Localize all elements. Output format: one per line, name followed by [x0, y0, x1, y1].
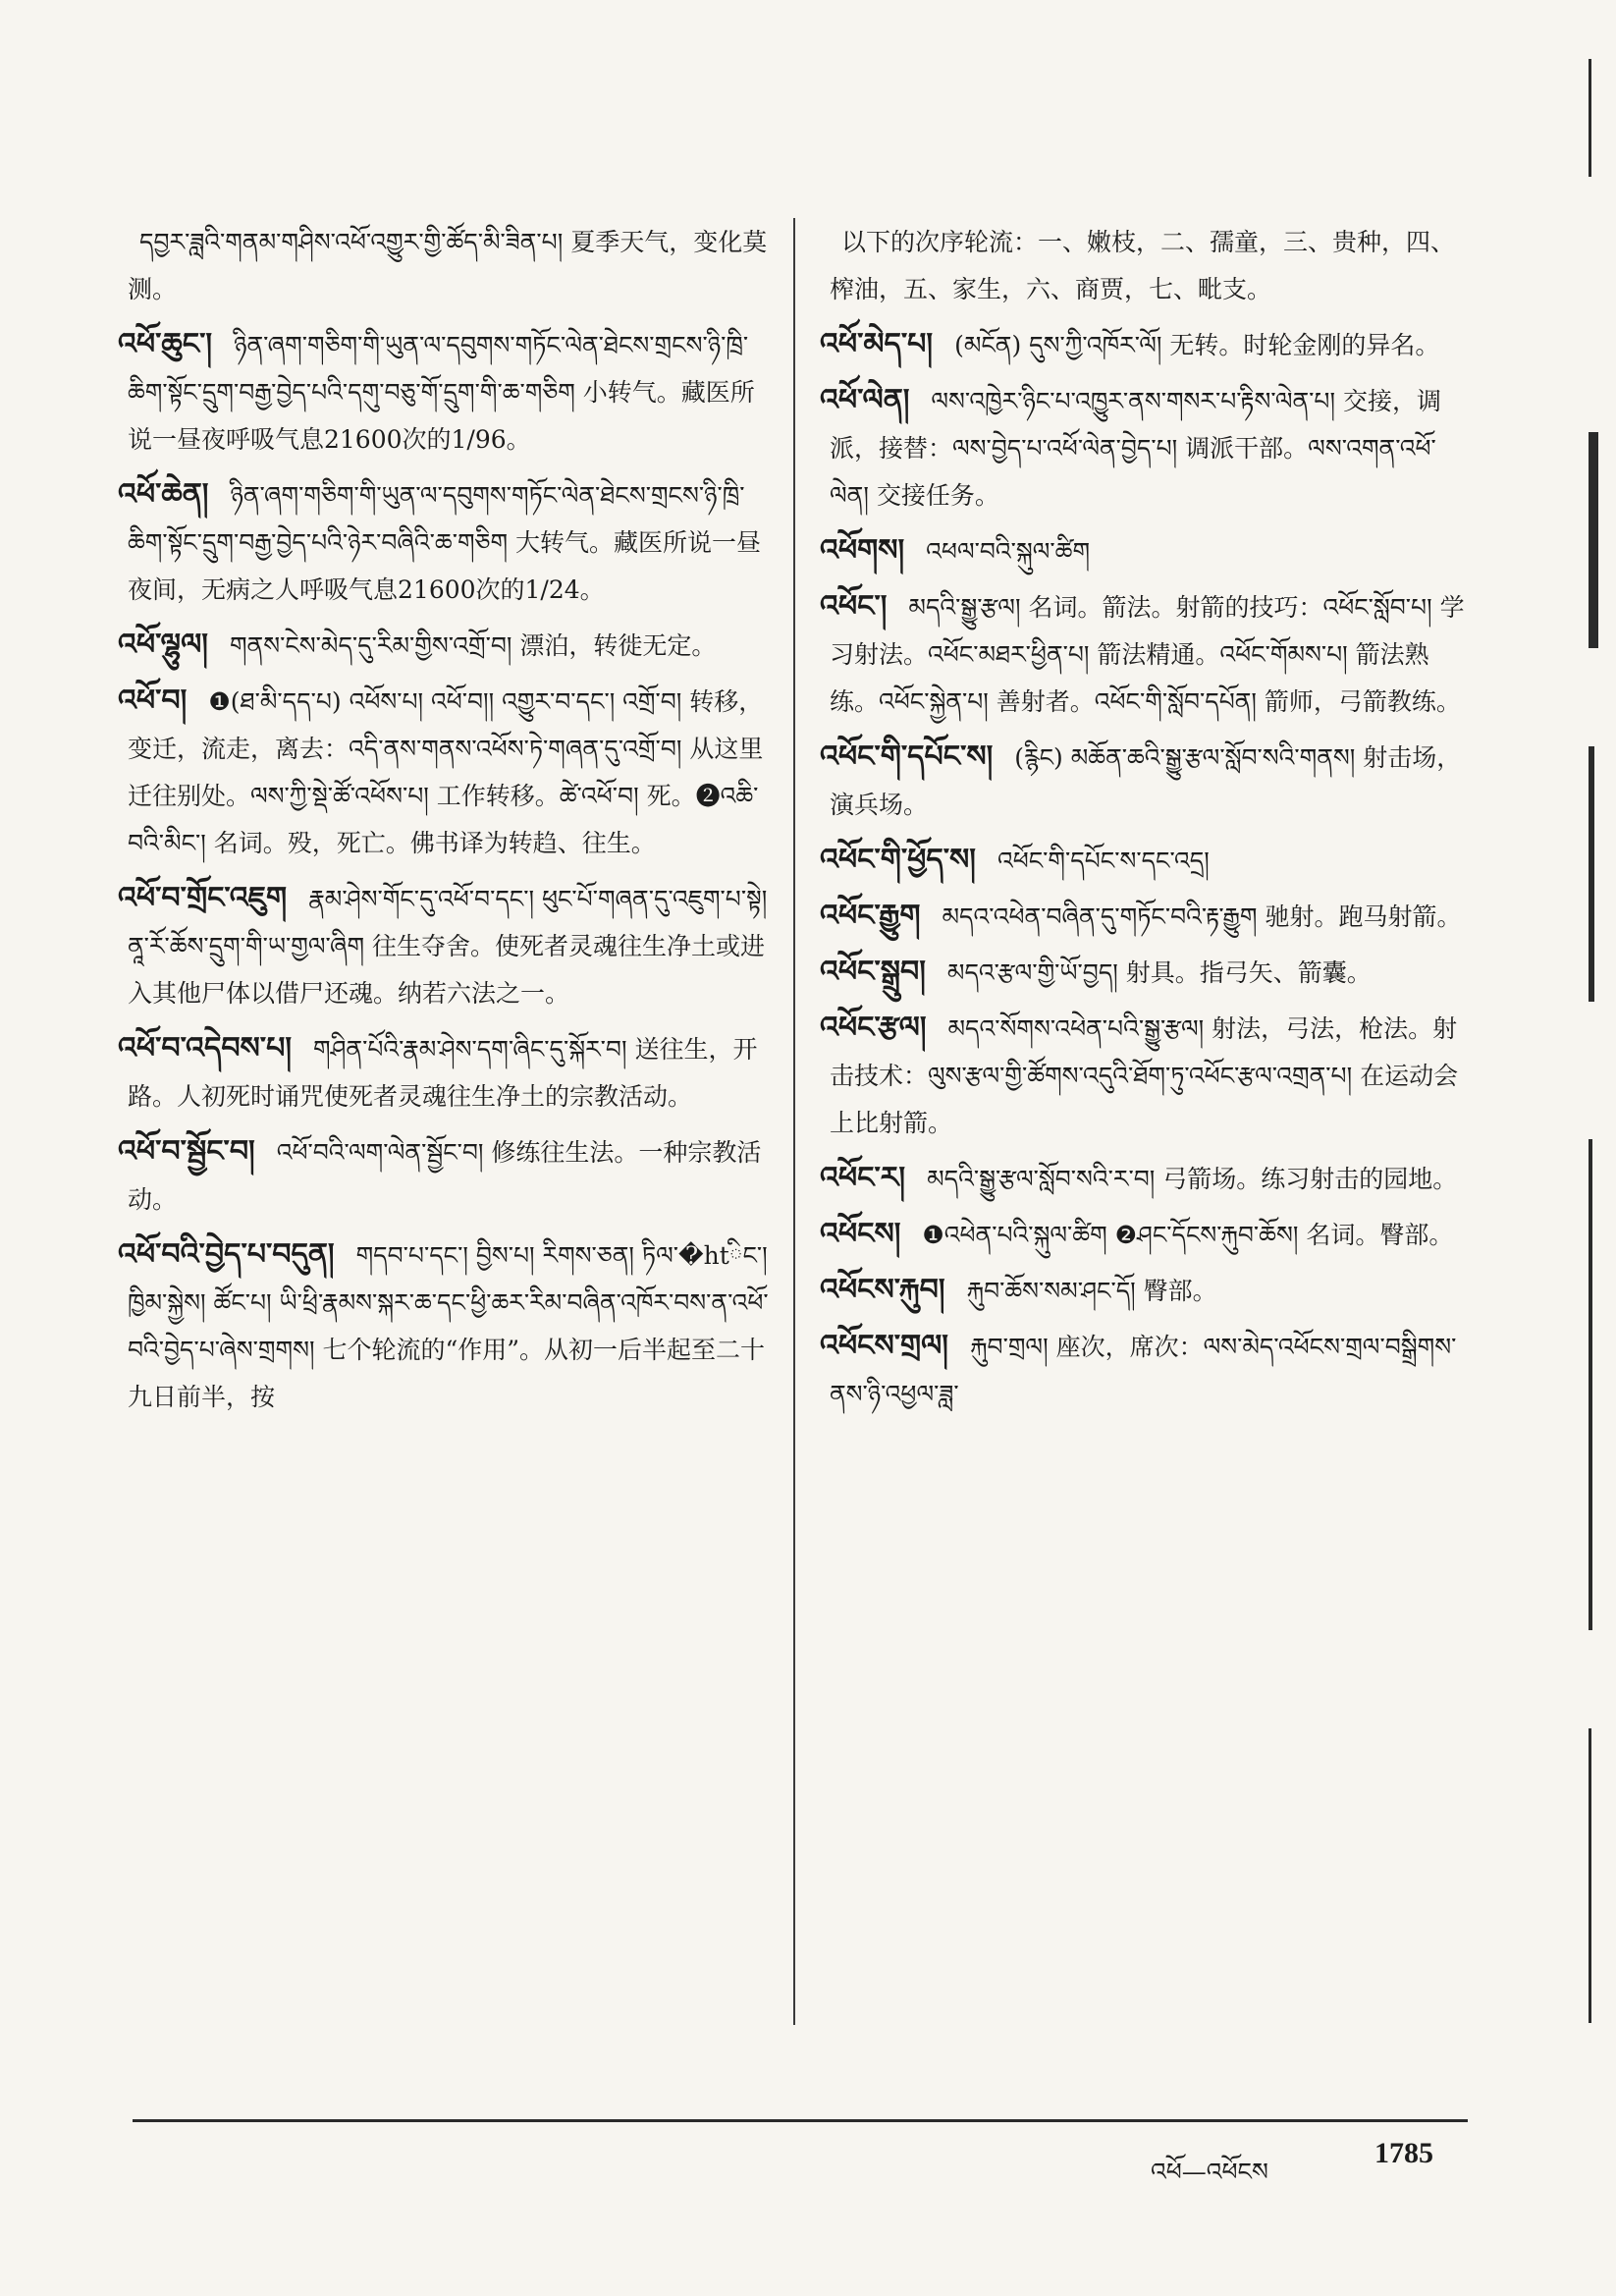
- entry-headword: འཕོངས་རྐུབ།: [820, 1273, 945, 1307]
- dictionary-entry: [820, 1155, 1468, 1203]
- entry-text: ཉིན་ཞག་གཅིག་གི་ཡུན་ལ་དབུགས་གཏོང་ལེན་ཐེངས་གྲངས་ཉི་ཁྲི་ཆིག་སྟོང་དྲུག་བརྒྱ་བྱེད་པའི་ཉེར་བཞིའི་ཆ་གཅིག 大转气。藏医所说一昼夜间，无病之人呼吸气息21600次的1/24。: [128, 481, 761, 604]
- entry-headword: འཕོ་བའི་བྱེད་པ་བདུན།: [118, 1237, 335, 1272]
- entry-text: མདའ་སོགས་འཕེན་པའི་སྒྱུ་རྩལ། 射法，弓法，枪法。射击技术：ལུས་རྩལ་གྱི་ཚོགས་འདུའི་ཐོག་ཏུ་འཕོང་རྩལ་འགྲན་པ། 在运动会上比射箭。: [830, 1014, 1459, 1137]
- entry-headword: འཕོ་ཆེན།: [118, 477, 209, 512]
- entry-text: མདའ་འཕེན་བཞིན་དུ་གཏོང་བའི་རྟ་རྒྱུག 驰射。跑马射箭。: [942, 902, 1462, 931]
- dictionary-entry: [820, 377, 1468, 519]
- dictionary-entry: [118, 622, 771, 670]
- entry-headword: འཕོངས།: [820, 1217, 901, 1251]
- dictionary-entry: [820, 837, 1468, 885]
- entry-headword: འཕོ་ལྷུལ།: [118, 628, 208, 662]
- entry-text: གཤིན་པོའི་རྣམ་ཤེས་དག་ཞིང་དུ་སྐོར་བ། 送往生，开路。人初死时诵咒使死者灵魂往生净土的宗教活动。: [128, 1035, 758, 1111]
- column-divider: [793, 218, 795, 2025]
- dictionary-entry: [118, 471, 771, 614]
- entry-headword: འཕོ་བ་འདེབས་པ།: [118, 1031, 292, 1066]
- right-column: [820, 218, 1468, 1426]
- entry-text: རྐུབ་ཆོས་སམ་ཤང་དོ། 臀部。: [966, 1277, 1217, 1305]
- entry-text: རྣམ་ཤེས་གོང་དུ་འཕོ་བ་དང་། ཕུང་པོ་གཞན་དུ་འཇུག་པ་སྟེ། ནཱ་རོ་ཆོས་དྲུག་གི་ཡ་གྱལ་ཞིག 往生夺舍。使死者灵魂往生净土或进入其他尸体以借尸还魂。纳若六法之一。: [128, 885, 768, 1008]
- entry-headword: འཕོ་བ།: [118, 683, 188, 718]
- entry-headword: འཕོང་གི་ཕྱོད་ས།: [820, 843, 976, 877]
- entry-text: མདའི་སྒྱུ་རྩལ། 名词。箭法。射箭的技巧：འཕོང་སློབ་པ། 学习射法。འཕོང་མཐར་ཕྱིན་པ། 箭法精通。འཕོང་གོམས་པ། 箭法熟练。འཕོང་སྐྱེན་པ། 善射者。འཕོང་གི་སློབ་དཔོན། 箭师，弓箭教练。: [830, 593, 1465, 716]
- entry-headword: འཕོ་བ་གྲོང་འཇུག: [118, 881, 288, 915]
- dictionary-entry: [820, 1211, 1468, 1259]
- entry-text: གནས་ངེས་མེད་དུ་རིམ་གྱིས་འགྲོ་བ། 漂泊，转徙无定。: [229, 631, 717, 660]
- entry-headword: འཕོང་ར།: [820, 1161, 906, 1195]
- dictionary-entry: [128, 218, 771, 313]
- dictionary-entry: [118, 1128, 771, 1224]
- dictionary-entry: [820, 527, 1468, 575]
- dictionary-entry: [820, 734, 1468, 829]
- entry-text: 以下的次序轮流：一、嫩枝，二、孺童，三、贵种，四、榨油，五、家生，六、商贾，七、毗支。: [830, 228, 1456, 303]
- left-column: [118, 218, 771, 1429]
- entry-text: (རྙིང) མཆོན་ཆའི་སྒྱུ་རྩལ་སློབ་སའི་གནས། 射击场，演兵场。: [830, 743, 1462, 819]
- entry-text: མདའ་རྩལ་གྱི་ཡོ་བྱད། 射具。指弓矢、箭囊。: [946, 958, 1372, 987]
- dictionary-entry: [118, 678, 771, 867]
- dictionary-entry: [820, 1005, 1468, 1147]
- entry-headword: འཕོང་རྩལ།: [820, 1011, 927, 1045]
- entry-text: འཕོང་གི་དཔོང་ས་དང་འདྲ།: [997, 847, 1210, 875]
- dictionary-entry: [820, 583, 1468, 726]
- entry-text: དབྱར་ཟླའི་གནམ་གཤིས་འཕོ་འགྱུར་གྱི་ཚོད་མི་ཟིན་པ། 夏季天气，变化莫测。: [128, 228, 768, 303]
- entry-text: འཕོ་བའི་ལག་ལེན་སྦྱོང་བ། 修练往生法。一种宗教活动。: [128, 1138, 762, 1214]
- entry-headword: འཕོང་གི་དཔོང་ས།: [820, 739, 994, 774]
- dictionary-entry: [820, 893, 1468, 941]
- entry-headword: འཕོ་ཆུང་།: [118, 327, 213, 361]
- page-number: 1785: [1374, 2137, 1433, 2169]
- entry-text: རྐུབ་གྲལ། 座次，席次：ལས་མེད་འཕོངས་གྲལ་བསྒྲིགས་ནས་ཉི་འཕྱལ་ཟླ་: [830, 1333, 1457, 1408]
- running-head: འཕོ—འཕོངས: [1151, 2158, 1268, 2186]
- dictionary-entry: [820, 321, 1468, 369]
- entry-headword: འཕོང་རྒྱུག: [820, 899, 921, 933]
- entry-headword: འཕོ་བ་སྦྱོང་བ།: [118, 1134, 255, 1169]
- dictionary-entry: [118, 1025, 771, 1121]
- entry-text: ❶འཕེན་པའི་སྐུལ་ཚིག ❷ཤང་དོངས་རྐུབ་ཆོས། 名词。臀部。: [922, 1221, 1454, 1249]
- entry-headword: འཕོང་སྒྲུབ།: [820, 955, 926, 989]
- entry-text: ཉིན་ཞག་གཅིག་གི་ཡུན་ལ་དབུགས་གཏོང་ལེན་ཐེངས་གྲངས་ཉི་ཁྲི་ཆིག་སྟོང་དྲུག་བརྒྱ་བྱེད་པའི་དགུ་བཅུ་གོ་དྲུག་གི་ཆ་གཅིག 小转气。藏医所说一昼夜呼吸气息21600次的1/96。: [128, 331, 755, 454]
- entry-headword: འཕོངས་གྲལ།: [820, 1329, 948, 1363]
- dictionary-entry: [830, 218, 1468, 313]
- dictionary-entry: [820, 1267, 1468, 1315]
- entry-headword: འཕོགས།: [820, 533, 905, 568]
- entry-headword: འཕོ་མེད་པ།: [820, 327, 934, 361]
- scan-edge-marks: [1589, 59, 1600, 2219]
- entry-text: ལས་འཁྱེར་ཉིང་པ་འཁྱུར་ནས་གསར་པ་རྟིས་ལེན་པ། 交接，调派，接替：ལས་བྱེད་པ་འཕོ་ལེན་བྱེད་པ། 调派干部。ལས་འགན་འཕོ་ལེན། 交接任务。: [830, 387, 1441, 510]
- entry-text: ❶(ཐ་མི་དད་པ) འཕོས་པ། འཕོ་བ།། འགྱུར་བ་དང་། འགྲོ་བ། 转移，变迁，流走，离去：འདི་ནས་གནས་འཕོས་ཏེ་གཞན་དུ་འགྲོ་བ། 从这里迁往别处。ལས་ཀྱི་སྡེ་ཚོ་འཕོས་པ། 工作转移。ཚེ་འཕོ་བ། 死。❷འཆི་བའི་མིང་། 名词。殁，死亡。佛书译为转趋、往生。: [128, 687, 764, 857]
- entry-text: གདབ་པ་དང་། བྱིས་པ། རིགས་ཅན། ཏིལ་�htིང་། ཁྱིམ་སྐྱེས། ཚོང་པ། ཡི་ཕྲི་རྣམས་སྐར་ཆ་དང་ཕྱི་ཆར་རིམ་བཞིན་འཁོར་བས་ན་འཕོ་བའི་བྱེད་པ་ཞེས་གྲགས། 七个轮流的“作用”。从初一后半起至二十九日前半，按: [128, 1241, 769, 1411]
- dictionary-entry: [820, 1323, 1468, 1418]
- entry-headword: འཕོང་།: [820, 589, 888, 624]
- entry-text: མདའི་སྒྱུ་རྩལ་སློབ་སའི་ར་བ། 弓箭场。练习射击的园地。: [927, 1165, 1458, 1193]
- entry-headword: འཕོ་ལེན།: [820, 383, 910, 417]
- footer-rule: [133, 2119, 1468, 2122]
- entry-text: (མངོན) དུས་ཀྱི་འཁོར་ལོ། 无转。时轮金刚的异名。: [954, 331, 1440, 359]
- dictionary-entry: [118, 1231, 771, 1421]
- dictionary-entry: [820, 949, 1468, 997]
- dictionary-entry: [118, 321, 771, 464]
- entry-text: འཕལ་བའི་སྐུལ་ཚིག: [926, 537, 1091, 566]
- dictionary-entry: [118, 875, 771, 1017]
